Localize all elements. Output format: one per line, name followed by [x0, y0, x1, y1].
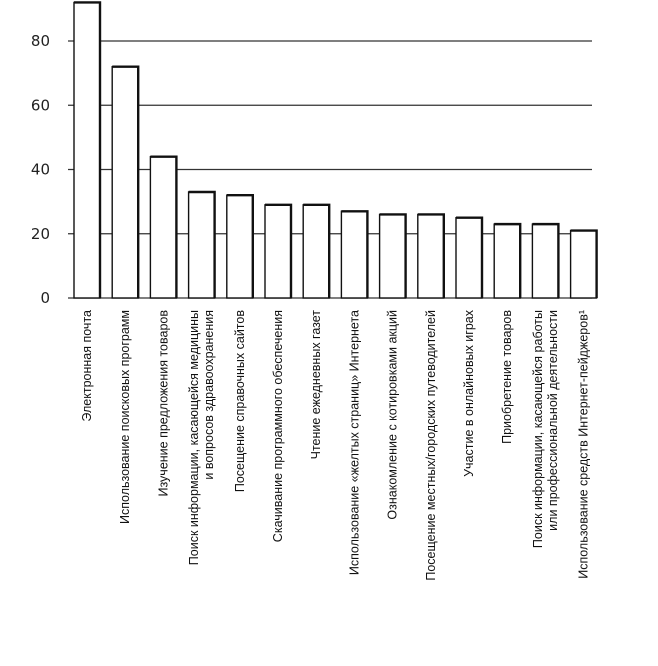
- bar: [456, 218, 482, 298]
- x-category-label-line: Посещение справочных сайтов: [232, 310, 247, 493]
- bar-group: [227, 195, 253, 298]
- bar: [303, 205, 329, 298]
- x-category-label-line: Поиск информации, касающейся медицины: [187, 310, 202, 566]
- bar: [571, 231, 597, 298]
- x-category-label: [531, 310, 560, 548]
- bar-group: [303, 205, 329, 298]
- bar: [341, 211, 367, 298]
- y-axis-tick-labels: [31, 32, 50, 307]
- y-tick-label: 60: [30, 96, 50, 115]
- y-tick-label: 20: [30, 224, 50, 243]
- bar: [227, 195, 253, 298]
- x-category-label: [156, 310, 170, 497]
- category-labels: [80, 309, 591, 580]
- x-category-label: [187, 310, 216, 565]
- bar-group: [265, 205, 291, 298]
- bar: [150, 157, 176, 298]
- x-category-label-line: Изучение предложения товаров: [156, 310, 171, 497]
- bar: [112, 67, 138, 298]
- bar-group: [532, 224, 558, 298]
- x-category-label-line: Скачивание программного обеспечения: [271, 310, 285, 543]
- bar: [380, 214, 406, 298]
- bar-group: [189, 192, 215, 298]
- x-category-label-line: и вопросов здравоохранения: [202, 310, 217, 480]
- y-tick-label: 0: [40, 289, 50, 307]
- x-category-label: [347, 310, 361, 575]
- bar: [532, 224, 558, 298]
- y-tick-label: 40: [30, 160, 50, 179]
- x-category-label: [118, 310, 132, 524]
- x-category-label-line: или профессиональной деятельности: [545, 310, 560, 531]
- x-category-label: [271, 310, 285, 542]
- bar: [418, 214, 444, 298]
- x-category-label: [462, 309, 476, 477]
- x-category-label: [233, 310, 247, 492]
- x-category-label-line: Чтение ежедневных газет: [309, 310, 324, 460]
- bar-group: [380, 214, 406, 298]
- x-category-label-line: Посещение местных/городских путеводителей: [423, 310, 438, 581]
- bar-group: [456, 218, 482, 298]
- bar-group: [571, 231, 597, 298]
- x-category-label-line: Использование поисковых программ: [118, 310, 133, 524]
- x-category-label-line: Ознакомление с котировками акций: [385, 310, 400, 520]
- x-category-label-line: Приобретение товаров: [500, 310, 515, 444]
- y-tick-label: 80: [30, 32, 50, 50]
- x-category-label-line: Использование средств Интернет-пейджеров¹: [576, 310, 591, 579]
- x-category-label: [500, 310, 514, 444]
- x-category-label: [80, 310, 94, 422]
- x-category-label-line: Использование «желтых страниц» Интернета: [347, 310, 362, 576]
- x-category-label-line: Электронная почта: [80, 310, 94, 422]
- x-category-label: [309, 310, 323, 460]
- x-category-label: [386, 310, 400, 520]
- bar: [74, 2, 100, 298]
- x-category-label: [424, 310, 438, 581]
- bar-group: [112, 67, 138, 298]
- bar-group: [341, 211, 367, 298]
- x-category-label: [577, 310, 591, 579]
- bar-group: [150, 157, 176, 298]
- bar: [189, 192, 215, 298]
- x-category-label-line: Поиск информации, касающейся работы: [530, 310, 545, 549]
- bar-group: [418, 214, 444, 298]
- bars: [74, 2, 597, 298]
- bar-group: [74, 2, 100, 298]
- bar: [265, 205, 291, 298]
- x-category-label-line: Участие в онлайновых играх: [462, 310, 476, 477]
- bar-group: [494, 224, 520, 298]
- bar: [494, 224, 520, 298]
